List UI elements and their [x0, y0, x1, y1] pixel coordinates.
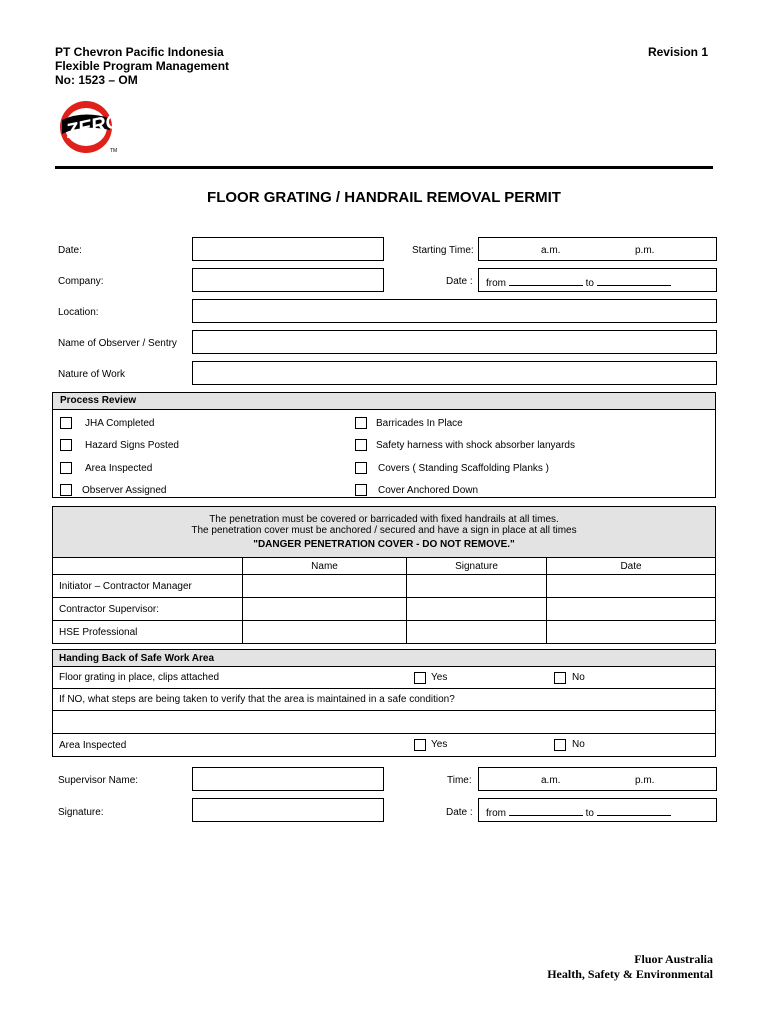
date-to-blank[interactable]: [597, 276, 671, 286]
notice-cell: [53, 507, 716, 558]
header-block: [55, 45, 229, 87]
time-field[interactable]: [478, 767, 717, 791]
observer-label: Name of Observer / Sentry: [58, 338, 177, 349]
safety-harness-checkbox[interactable]: [355, 439, 367, 451]
company-name: PT Chevron Pacific Indonesia: [55, 45, 224, 59]
handback-title: Handing Back of Safe Work Area: [53, 650, 716, 667]
bottom-date-field[interactable]: [478, 798, 717, 822]
handback-q3-label: Area Inspected: [59, 739, 127, 751]
observer-assigned-checkbox[interactable]: [60, 484, 72, 496]
table-row: [53, 621, 716, 644]
handback-q3-row: [53, 734, 716, 757]
date-from-blank[interactable]: [509, 276, 583, 286]
observer-field[interactable]: [192, 330, 717, 354]
column-date: Date: [547, 558, 716, 575]
row-initiator-label: Initiator – Contractor Manager: [53, 575, 243, 598]
covers-checkbox[interactable]: [355, 462, 367, 474]
handback-q1-row: [53, 667, 716, 689]
notice-line-1: The penetration must be covered or barricaded with fixed handrails at all times.: [209, 514, 559, 525]
process-review-title: Process Review: [53, 393, 715, 410]
supervisor-signature-cell[interactable]: [407, 598, 547, 621]
bottom-date-from-label: from: [486, 808, 506, 819]
zero-logo: [52, 100, 124, 156]
handback-table: [52, 649, 716, 757]
initiator-name-cell[interactable]: [243, 575, 407, 598]
notice-line-2: The penetration cover must be anchored / secured and have a sign in place at all times: [191, 525, 577, 536]
time-pm: p.m.: [635, 775, 655, 786]
time-label: Time:: [447, 775, 472, 786]
handback-q2-answer[interactable]: [53, 711, 716, 734]
supervisor-name-cell[interactable]: [243, 598, 407, 621]
hse-date-cell[interactable]: [547, 621, 716, 644]
jha-completed-checkbox[interactable]: [60, 417, 72, 429]
revision-label: Revision 1: [647, 45, 708, 59]
q3-yes-label: Yes: [431, 739, 448, 750]
q3-no-checkbox[interactable]: [554, 739, 566, 751]
q3-no-label: No: [572, 739, 585, 750]
barricades-checkbox[interactable]: [355, 417, 367, 429]
initiator-signature-cell[interactable]: [407, 575, 547, 598]
q1-no-checkbox[interactable]: [554, 672, 566, 684]
starting-time-am: a.m.: [541, 245, 561, 256]
q3-yes-checkbox[interactable]: [414, 739, 426, 751]
q1-yes-checkbox[interactable]: [414, 672, 426, 684]
cover-anchored-label: Cover Anchored Down: [378, 485, 479, 496]
company-label: Company:: [58, 276, 104, 287]
signoff-corner: [53, 558, 243, 575]
supervisor-name-field[interactable]: [192, 767, 384, 791]
bottom-date-label: Date :: [446, 807, 473, 818]
hazard-signs-label: Hazard Signs Posted: [85, 440, 179, 451]
date-from-label: from: [486, 278, 506, 289]
date-to-label: to: [585, 278, 594, 289]
location-label: Location:: [58, 307, 99, 318]
hse-name-cell[interactable]: [243, 621, 407, 644]
row-supervisor-label: Contractor Supervisor:: [53, 598, 243, 621]
q1-no-label: No: [572, 672, 585, 683]
nature-of-work-label: Nature of Work: [58, 369, 126, 380]
date-field[interactable]: [192, 237, 384, 261]
bottom-date-to-label: to: [585, 808, 594, 819]
column-name: Name: [243, 558, 407, 575]
header-divider: [55, 166, 713, 169]
notice-warning: "DANGER PENETRATION COVER - DO NOT REMOVE.": [253, 539, 515, 550]
supervisor-date-cell[interactable]: [547, 598, 716, 621]
barricades-label: Barricades In Place: [376, 418, 463, 429]
initiator-date-cell[interactable]: [547, 575, 716, 598]
form-title: FLOOR GRATING / HANDRAIL REMOVAL PERMIT: [207, 189, 561, 206]
footer-company: Fluor Australia: [634, 952, 713, 966]
zero-logo-icon: [52, 100, 124, 156]
safety-harness-label: Safety harness with shock absorber lanyards: [376, 440, 575, 451]
supervisor-name-label: Supervisor Name:: [58, 775, 139, 786]
bottom-date-from-blank[interactable]: [509, 806, 583, 816]
date-range-field[interactable]: [478, 268, 717, 292]
signoff-table: [52, 506, 716, 644]
footer: [547, 952, 713, 982]
date-range-label: Date :: [446, 276, 473, 287]
date-label: Date:: [58, 245, 82, 256]
column-signature: Signature: [407, 558, 547, 575]
handback-q2-label: If NO, what steps are being taken to verify that the area is maintained in a safe condition?: [53, 689, 716, 711]
covers-label: Covers ( Standing Scaffolding Planks ): [378, 463, 550, 474]
bottom-date-to-blank[interactable]: [597, 806, 671, 816]
area-inspected-checkbox[interactable]: [60, 462, 72, 474]
jha-completed-label: JHA Completed: [85, 418, 155, 429]
footer-department: Health, Safety & Environmental: [547, 967, 713, 981]
handback-q1-label: Floor grating in place, clips attached: [59, 672, 220, 683]
starting-time-field[interactable]: [478, 237, 717, 261]
starting-time-pm: p.m.: [635, 245, 655, 256]
time-am: a.m.: [541, 775, 561, 786]
program-name: Flexible Program Management: [55, 59, 230, 73]
starting-time-label: Starting Time:: [412, 245, 474, 256]
logo-tm: TM: [110, 148, 118, 154]
signature-label: Signature:: [58, 807, 104, 818]
hse-signature-cell[interactable]: [407, 621, 547, 644]
location-field[interactable]: [192, 299, 717, 323]
logo-text: ZERO: [64, 109, 124, 143]
table-row: [53, 575, 716, 598]
q1-yes-label: Yes: [431, 672, 448, 683]
document-number: No: 1523 – OM: [55, 73, 138, 87]
nature-of-work-field[interactable]: [192, 361, 717, 385]
hazard-signs-checkbox[interactable]: [60, 439, 72, 451]
signature-field[interactable]: [192, 798, 384, 822]
company-field[interactable]: [192, 268, 384, 292]
cover-anchored-checkbox[interactable]: [355, 484, 367, 496]
row-hse-label: HSE Professional: [53, 621, 243, 644]
table-row: [53, 598, 716, 621]
observer-assigned-label: Observer Assigned: [82, 485, 167, 496]
area-inspected-label: Area Inspected: [85, 463, 153, 474]
